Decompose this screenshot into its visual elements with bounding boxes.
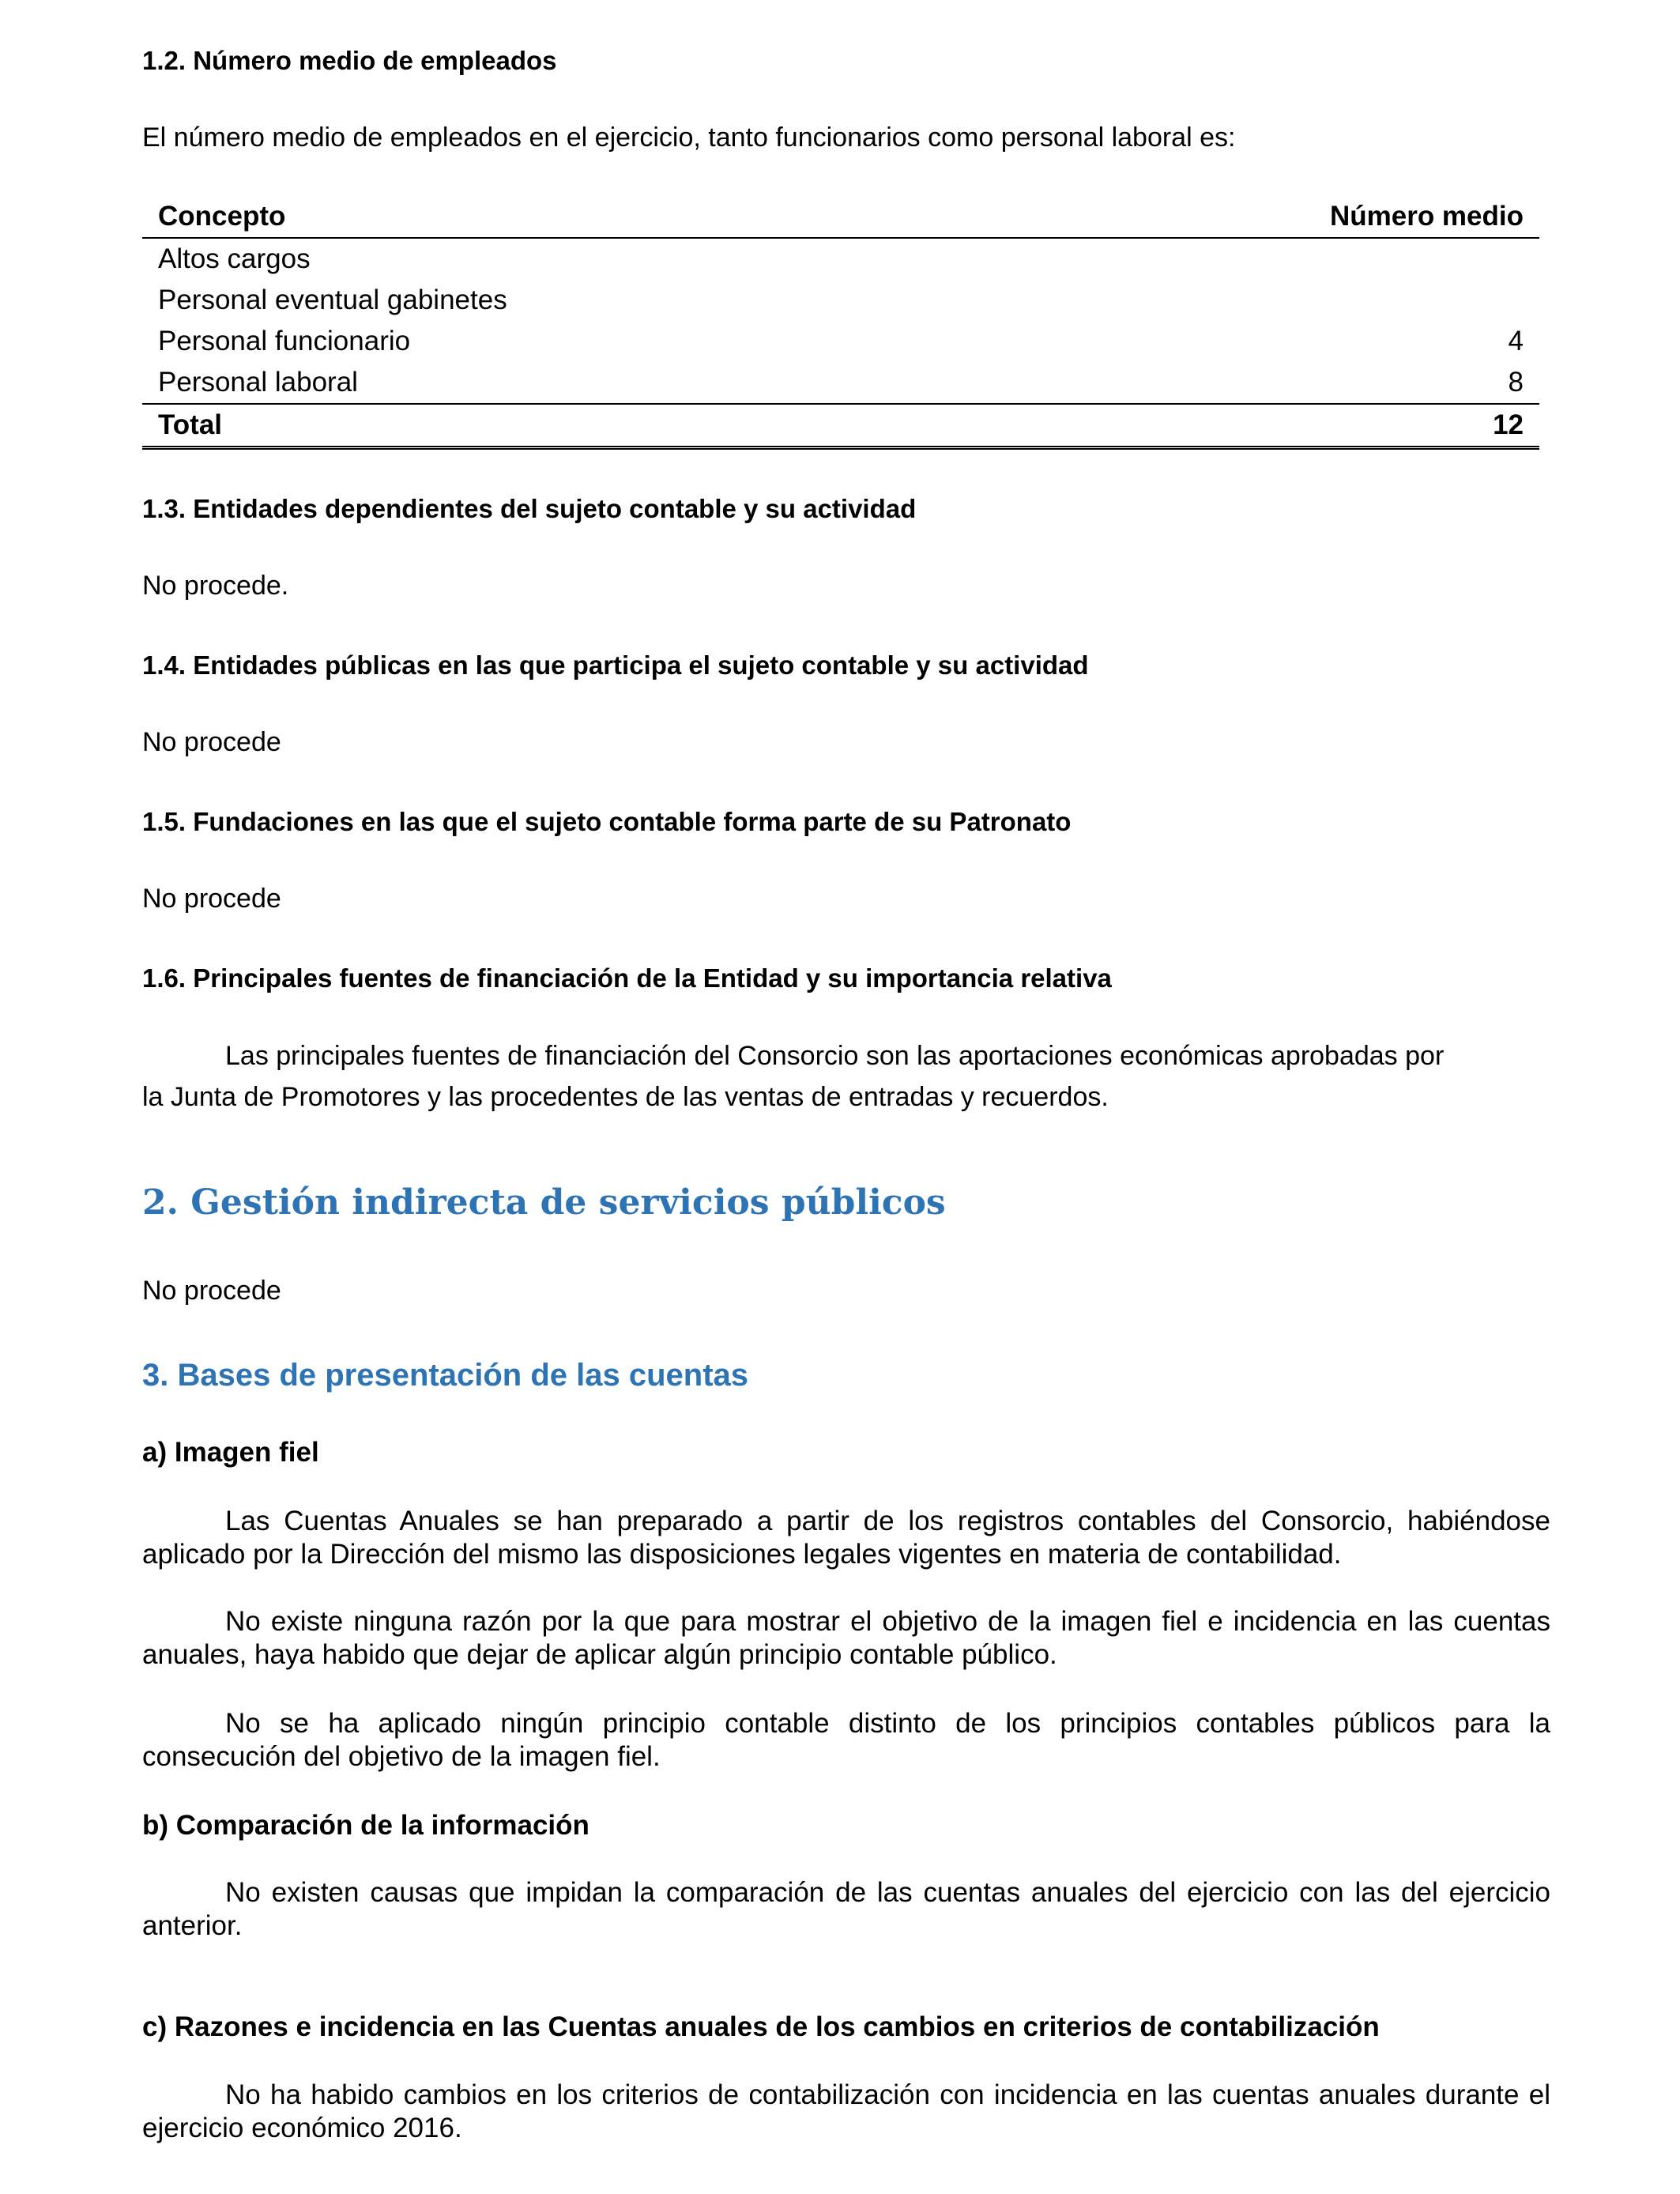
table-row (142, 362, 1539, 404)
row-valor (1020, 238, 1539, 280)
section-heading-2: 2. Gestión indirecta de servicios públicos (142, 1182, 946, 1223)
subsection-heading-b: b) Comparación de la información (142, 1810, 590, 1841)
row-valor: 4 (1508, 326, 1524, 356)
section-1-3-text: No procede. (142, 571, 289, 601)
section-1-6-line-1: Las principales fuentes de financiación del Consorcio son las aportaciones económicas aprobadas por (225, 1041, 1445, 1071)
row-concepto: Personal laboral (158, 367, 358, 398)
subsection-a-paragraph-3: No se ha aplicado ningún principio contable distinto de los principios contables públicos para la consecución del objetivo de la imagen fiel. (142, 1708, 1550, 1772)
column-header-numero-medio: Número medio (1020, 196, 1539, 238)
section-heading-1-3: 1.3. Entidades dependientes del sujeto contable y su actividad (142, 494, 917, 523)
document-page (142, 0, 1550, 2194)
row-concepto: Altos cargos (158, 243, 311, 274)
row-concepto: Personal funcionario (158, 326, 411, 356)
section-1-6-line-2: la Junta de Promotores y las procedentes de las ventas de entradas y recuerdos. (142, 1082, 1109, 1112)
section-heading-1-5: 1.5. Fundaciones en las que el sujeto contable forma parte de su Patronato (142, 807, 1072, 836)
subsection-a-paragraph-2: No existe ninguna razón por la que para mostrar el objetivo de la imagen fiel e incidencia en las cuentas anuales, haya habido que dejar de aplicar algún principio contable público. (142, 1606, 1550, 1670)
table-total-row (142, 404, 1539, 448)
subsection-heading-c: c) Razones e incidencia en las Cuentas anuales de los cambios en criterios de contabilización (142, 2011, 1380, 2042)
column-header-concepto: Concepto (142, 196, 1020, 238)
total-label: Total (142, 404, 1020, 448)
section-heading-1-2: 1.2. Número medio de empleados (142, 46, 557, 75)
total-value: 12 (1020, 404, 1539, 448)
section-2-text: No procede (142, 1276, 281, 1306)
table-row (142, 321, 1539, 362)
subsection-b-paragraph-1: No existen causas que impidan la comparación de las cuentas anuales del ejercicio con las del ejercicio anterior. (142, 1877, 1550, 1941)
section-1-4-text: No procede (142, 727, 281, 757)
subsection-a-paragraph-1: Las Cuentas Anuales se han preparado a partir de los registros contables del Consorcio, habiéndose aplicado por la Dirección del mismo las disposiciones legales vigentes en materia de contabilidad. (142, 1506, 1550, 1570)
row-valor: 8 (1508, 367, 1524, 398)
table-row (142, 280, 1539, 321)
row-valor (1020, 280, 1539, 321)
subsection-c-paragraph-1: No ha habido cambios en los criterios de contabilización con incidencia en las cuentas anuales durante el ejercicio económico 2016. (142, 2079, 1550, 2143)
employees-table (142, 196, 1539, 450)
row-concepto: Personal eventual gabinetes (158, 285, 507, 315)
table-header-row (142, 196, 1539, 238)
section-1-2-intro: El número medio de empleados en el ejercicio, tanto funcionarios como personal laboral es: (142, 123, 1236, 153)
section-heading-1-6: 1.6. Principales fuentes de financiación de la Entidad y su importancia relativa (142, 963, 1112, 993)
section-heading-3: 3. Bases de presentación de las cuentas (142, 1358, 749, 1393)
table-row (142, 238, 1539, 280)
section-1-5-text: No procede (142, 884, 281, 914)
subsection-heading-a: a) Imagen fiel (142, 1437, 319, 1468)
section-heading-1-4: 1.4. Entidades públicas en las que participa el sujeto contable y su actividad (142, 650, 1089, 680)
section-1-6-paragraph (142, 1035, 1550, 1118)
